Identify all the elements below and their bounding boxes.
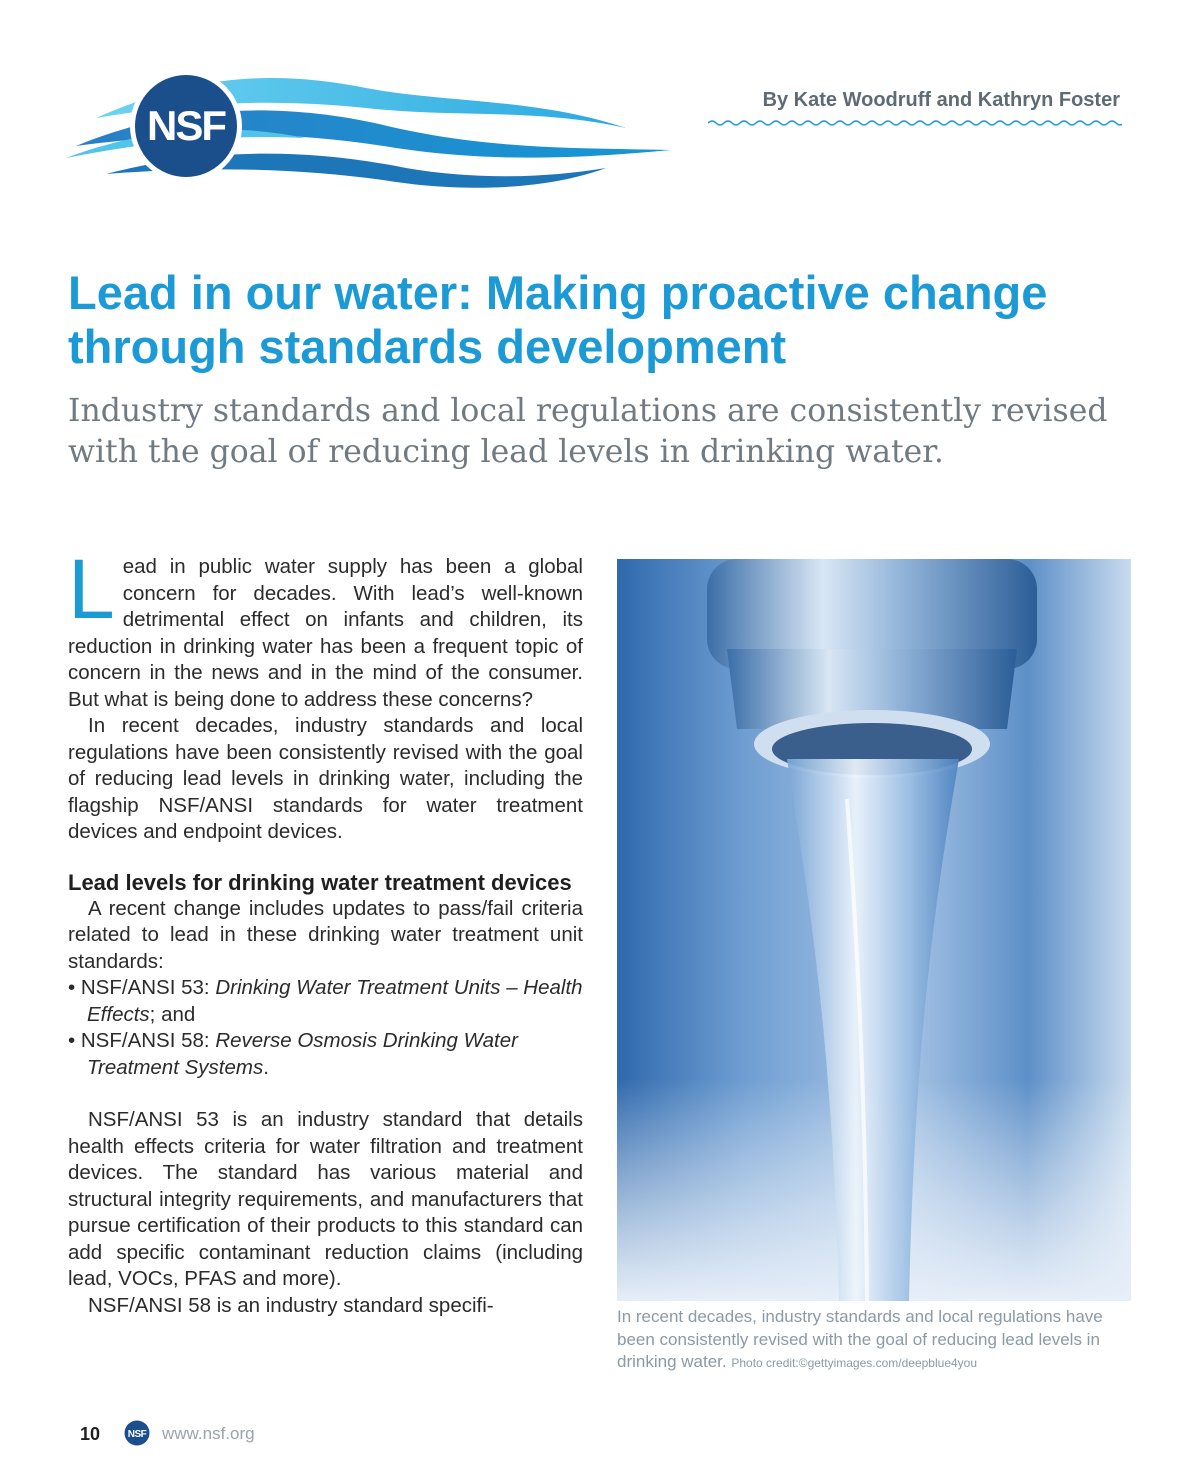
- byline: By Kate Woodruff and Kathryn Foster: [762, 89, 1120, 111]
- website-link[interactable]: www.nsf.org: [162, 1424, 255, 1443]
- standards-list: [68, 975, 583, 1081]
- photo-credit: Photo credit:©gettyimages.com/deepblue4you: [731, 1356, 978, 1370]
- paragraph-2: In recent decades, industry standards and local regulations have been consistently revised with the goal of reducing lead levels in drinking water, including the flagship NSF/ANSI standards for water treatment devices and endpoint devices.: [68, 714, 583, 843]
- article-headline: Lead in our water: Making proactive change through standards development: [68, 266, 1048, 373]
- logo-text: NSF: [147, 102, 225, 149]
- byline-wavy-divider: [708, 118, 1122, 128]
- list-item: • NSF/ANSI 53: Drinking Water Treatment Units – Health Effects; and: [68, 976, 583, 1026]
- nsf-footer-logo-icon: [124, 1420, 150, 1446]
- faucet-photo: [617, 559, 1131, 1301]
- section-heading: Lead levels for drinking water treatment devices: [68, 869, 572, 895]
- paragraph-3: A recent change includes updates to pass/fail criteria related to lead in these drinking water treatment unit standards:: [68, 896, 583, 973]
- nsf-wave-logo: [66, 58, 676, 194]
- article-body: [68, 542, 583, 1319]
- list-item: • NSF/ANSI 58: Reverse Osmosis Drinking Water Treatment Systems.: [68, 1029, 518, 1079]
- photo-caption: In recent decades, industry standards and local regulations have been consistently revised with the goal of reducing lead levels in drinking water. Photo credit:©gettyimages.com/deepblue4you: [617, 1307, 1103, 1371]
- page-number: 10: [80, 1424, 101, 1444]
- page-footer: [80, 1420, 380, 1448]
- article-deck: Industry standards and local regulations are consistently revised with the goal of reducing lead levels in drinking water.: [68, 393, 1108, 470]
- svg-text:NSF: NSF: [127, 1429, 147, 1440]
- paragraph-1: Lead in public water supply has been a global concern for decades. With lead’s well-known detrimental effect on infants and children, its reduction in drinking water has been a frequent topic of concern in the news and in the mind of the consumer. But what is being done to address these concerns?: [68, 542, 583, 711]
- drop-cap: L: [68, 542, 115, 636]
- paragraph-4: NSF/ANSI 53 is an industry standard that details health effects criteria for water filtration and treatment devices. The standard has various material and structural integrity requirements, and manufacturers that pursue certification of their products to this standard can add specific contaminant reduction claims (including lead, VOCs, PFAS and more).: [68, 1108, 583, 1290]
- paragraph-5: NSF/ANSI 58 is an industry standard specifi-: [88, 1293, 494, 1317]
